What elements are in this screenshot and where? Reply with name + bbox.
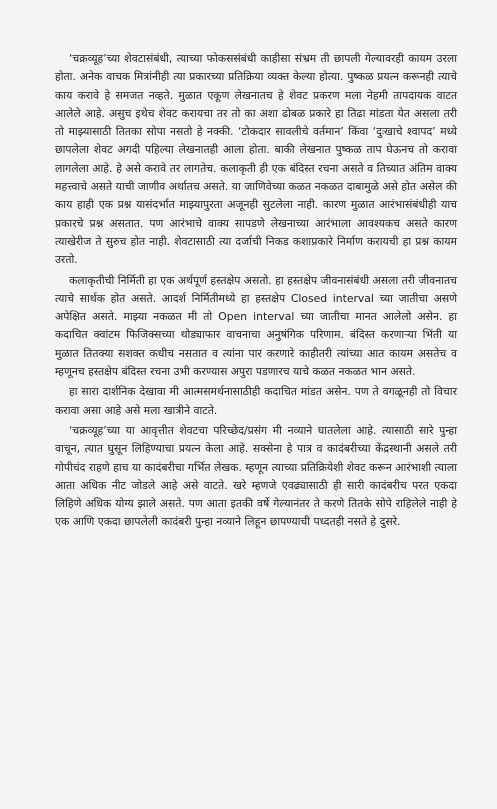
paragraph-1: ‘चक्रव्यूह’च्या शेवटासंबंधी, त्याच्या फोकससंबंधी काहीसा संभ्रम ती छापली गेल्यावरही कायम उरला होता. अनेक वाचक मित्रांनीही त्या प्रकारच्या प्रतिक्रिया व्यक्त केल्या होत्या. पुष्कळ प्रयत्न करूनही त्याचे काय करावे हे समजत नव्हते. मुळात एकूण लेखनातच हे शेवट प्रकरण मला नेहमी तापदायक वाटत आलेले आहे. असुच इथेच शेवट करायचा तर तो का अशा ढोबळ प्रकारे हा तिढा मांडता येत असला तरी तो माझ्यासाठी तितका सोपा नसतो हे नक्की. ‘टोकदार सावलीचे वर्तमान’ किंवा ‘दुःखाचे श्वापद’ मध्ये छापलेला शेवट अगदी पहिल्या लेखनातही आला होता. बाकी लेखनात पुष्कळ ताप घेऊनच तो करावा लागलेला आहे. हे असे करावे तर लागतेच. कलाकृती ही एक बंदिस्त रचना असते व तिच्यात अंतिम वाक्य महत्त्वाचे असते याची जाणीव अर्थातच असते. या जाणिवेच्या कळत नकळत दाबामुळे असे होत असेल की काय हाही एक प्रश्न यासंदर्भात माझ्यापुरता अजूनही सुटलेला नाही. कारण मुळात आरंभासंबंधीही याच प्रकारचे प्रश्न असतात. पण आरंभाचे वाक्य सापडणे लेखनाच्या आरंभाला आवश्यकच असते कारण त्याखेरीज ते सुरुच होत नाही. शेवटासाठी त्या दर्जाची निकड कशाप्रकारे निर्माण करायची हा प्रश्न कायम उरतो. bbox=[55, 52, 457, 267]
paragraph-4: ‘चक्रव्यूह’च्या या आवृत्तीत शेवटचा परिच्छेद/प्रसंग मी नव्याने घातलेला आहे. त्यासाठी सारे पुन्हा वाचून, त्यात घुसून लिहिण्याचा प्रयत्न केला आहे. सक्सेना हे पात्र व कादंबरीच्या केंद्रस्थानी असले तरी गोपीचंद राहणे हाच या कादंबरीचा गर्भित लेखक. म्हणून त्याच्या प्रतिक्रियेशी शेवट करून आरंभाशी त्याला आता अधिक नीट जोडले आहे असे वाटते. खरे म्हणजे एवढ्यासाठी ही सारी कादंबरीच परत एकदा लिहिणे अधिक योग्य झाले असते. पण आता इतकी वर्षे गेल्यानंतर ते करणे तितके सोपे राहिलेले नाही हे एक आणि एकदा छापलेली कादंबरी पुन्हा नव्याने लिहून छापण्याची पध्दतही नसते हे दुसरे. bbox=[55, 423, 457, 529]
paragraph-3: हा सारा दार्शनिक देखावा मी आत्मसमर्थनासाठीही कदाचित मांडत असेन. पण ते वगळूनही तो विचार करावा असा आहे असे मला खात्रीने वाटते. bbox=[55, 385, 457, 417]
body-text bbox=[55, 50, 457, 534]
paragraph-2: कलाकृतीची निर्मिती हा एक अर्थपूर्ण हस्तक्षेप असतो. हा हस्तक्षेप जीवनासंबंधी असला तरी जीवनातच त्याचे सार्थक होत असते. आदर्श निर्मितीमध्ये हा हस्तक्षेप Closed interval च्या जातीचा असणे अपेक्षित असते. माझ्या नकळत मी तो Open interval च्या जातीचा मानत आलेलो असेन. हा कदाचित क्वांटम फिजिक्सच्या थोड्याफार वाचनाचा अनुषंगिक परिणाम. बंदिस्त करणाऱ्या भिंती या मुळात तितक्या सशक्त कधीच नसतात व त्यांना पार करणारे काहीतरी त्यांच्या आत कायम असतेच व म्हणूनच हस्तक्षेप बंदिस्त रचना उभी करण्यास अपुरा पडणारच याचे कळत नकळत भान असते. bbox=[55, 273, 457, 379]
